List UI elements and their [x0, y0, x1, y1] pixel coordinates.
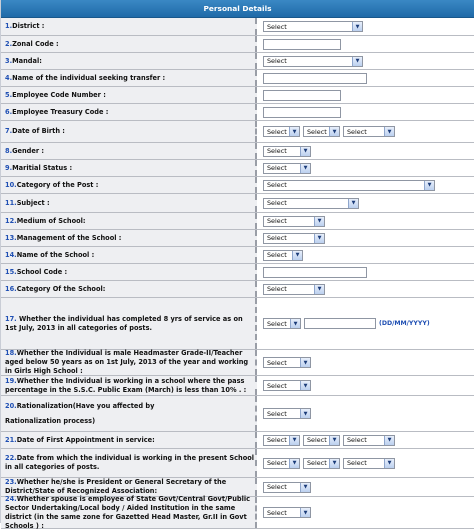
chevron-down-icon: ▼ — [300, 358, 310, 367]
category-post-label: Category of the Post : — [16, 180, 99, 189]
first-appointment-year-select[interactable]: Select ▼ — [343, 435, 395, 446]
row-male-headmaster: 18.Whether the Individual is male Headmaster Grade-II/Teacher aged below 50 years as on 1st July, 2013 of the year and working in Girls High School : Select ▼ — [1, 350, 474, 376]
row-association-office: 23.Whether he/she is President or General Secretary of the District/State of Recognized Association: Select ▼ — [1, 478, 474, 497]
school-code-input[interactable] — [263, 267, 367, 278]
row-district: 1. District : Select ▼ — [1, 18, 474, 36]
chevron-down-icon: ▼ — [289, 127, 299, 136]
employee-code-label: Employee Code Number : — [12, 90, 106, 99]
chevron-down-icon: ▼ — [352, 57, 362, 66]
date-format-hint: (DD/MM/YYYY) — [379, 320, 430, 327]
treasury-code-label: Employee Treasury Code : — [12, 107, 109, 116]
chevron-down-icon: ▼ — [348, 199, 358, 208]
row-first-appointment: 21. Date of First Appointment in service: Select ▼ Select ▼ Select ▼ — [1, 432, 474, 449]
mandal-select[interactable]: Select ▼ — [263, 56, 363, 67]
chevron-down-icon: ▼ — [314, 285, 324, 294]
chevron-down-icon: ▼ — [384, 436, 394, 445]
row-treasury-code: 6. Employee Treasury Code : — [1, 104, 474, 121]
row-mandal: 3. Mandal: Select ▼ — [1, 53, 474, 70]
school-code-label: School Code : — [16, 267, 68, 276]
chevron-down-icon: ▼ — [424, 181, 434, 190]
name-input[interactable] — [263, 73, 367, 84]
name-label: Name of the individual seeking transfer : — [12, 73, 166, 82]
present-school-label: Date from which the individual is working in the present School in all categories of posts. — [5, 454, 255, 471]
row-marital-status: 9. Maritial Status : Select ▼ — [1, 160, 474, 177]
row-rationalization: 20.Rationalization(Have you affected by Rationalization process) Select ▼ — [1, 396, 474, 432]
dob-year-select[interactable]: Select ▼ — [343, 126, 395, 137]
eight-years-date-input[interactable] — [304, 318, 376, 329]
first-appointment-month-select[interactable]: Select ▼ — [303, 435, 340, 446]
row-school-category: 16. Category Of the School: Select ▼ — [1, 281, 474, 298]
rationalization-label: Rationalization(Have you affected by — [16, 401, 155, 410]
chevron-down-icon: ▼ — [289, 459, 299, 468]
present-school-month-select[interactable]: Select ▼ — [303, 458, 340, 469]
male-headmaster-select[interactable]: Select ▼ — [263, 357, 311, 368]
present-school-year-select[interactable]: Select ▼ — [343, 458, 395, 469]
marital-status-select[interactable]: Select ▼ — [263, 163, 311, 174]
row-date-of-birth: 7. Date of Birth : Select ▼ Select ▼ Select ▼ — [1, 121, 474, 143]
dob-day-select[interactable]: Select ▼ — [263, 126, 300, 137]
row-management: 13. Management of the School : Select ▼ — [1, 230, 474, 247]
spouse-label: Whether spouse is employee of State Govt/Central Govt/Public Sector Undertaking/Local body / Aided Institution in the same district (in the same zone for Gazetted Head Master, Gr.II in Govt Schools ) : — [5, 494, 251, 530]
eight-years-label: Whether the individual has completed 8 yrs of service as on 1st July, 2013 in all categories of posts. — [5, 314, 243, 332]
rationalization-select[interactable]: Select ▼ — [263, 408, 311, 419]
employee-code-input[interactable] — [263, 90, 341, 101]
chevron-down-icon: ▼ — [314, 234, 324, 243]
zonal-code-input[interactable] — [263, 39, 341, 50]
row-name: 4. Name of the individual seeking transfer : — [1, 70, 474, 87]
association-label: Whether he/she is President or General Secretary of the District/State of Recognized Association: — [5, 478, 227, 495]
gender-label: Gender : — [12, 146, 45, 155]
pass-percentage-select[interactable]: Select ▼ — [263, 380, 311, 391]
category-post-select[interactable]: Select ▼ — [263, 180, 435, 191]
school-category-label: Category Of the School: — [16, 284, 106, 293]
chevron-down-icon: ▼ — [300, 147, 310, 156]
dob-month-select[interactable]: Select ▼ — [303, 126, 340, 137]
first-appointment-day-select[interactable]: Select ▼ — [263, 435, 300, 446]
row-medium: 12. Medium of School: Select ▼ — [1, 213, 474, 230]
first-appointment-label: Date of First Appointment in service: — [16, 435, 155, 444]
management-label: Management of the School : — [16, 233, 122, 242]
chevron-down-icon: ▼ — [300, 483, 310, 492]
dob-label: Date of Birth : — [12, 127, 65, 135]
row-subject: 11. Subject : Select ▼ — [1, 194, 474, 213]
spouse-select[interactable]: Select ▼ — [263, 507, 311, 518]
subject-select[interactable]: Select ▼ — [263, 198, 359, 209]
eight-years-select[interactable]: Select ▼ — [263, 318, 301, 329]
row-zonal-code: 2. Zonal Code : — [1, 36, 474, 53]
chevron-down-icon: ▼ — [300, 164, 310, 173]
row-present-school-date: 22.Date from which the individual is working in the present School in all categories of posts. Select ▼ Select ▼ Select ▼ — [1, 449, 474, 478]
chevron-down-icon: ▼ — [384, 127, 394, 136]
district-label: District : — [12, 22, 45, 30]
medium-select[interactable]: Select ▼ — [263, 216, 325, 227]
chevron-down-icon: ▼ — [352, 22, 362, 31]
school-name-label: Name of the School : — [16, 250, 95, 259]
row-pass-percentage: 19.Whether the Individual is working in a school where the pass percentage in the S.S.C. Public Exam (March) is less than 10% . : Select ▼ — [1, 376, 474, 396]
subject-label: Subject : — [16, 198, 50, 207]
district-select[interactable]: Select ▼ — [263, 21, 363, 32]
gender-select[interactable]: Select ▼ — [263, 146, 311, 157]
medium-label: Medium of School: — [16, 216, 86, 225]
male-headmaster-label: Whether the Individual is male Headmaster Grade-II/Teacher aged below 50 years as on 1st July, 2013 of the year and working in Girls High School : — [5, 349, 249, 375]
row-school-name: 14. Name of the School : Select ▼ — [1, 247, 474, 264]
school-name-select[interactable]: Select ▼ — [263, 250, 303, 261]
row-spouse-employee: 24.Whether spouse is employee of State Govt/Central Govt/Public Sector Undertaking/Local body / Aided Institution in the same district (in the same zone for Gazetted Head Master, Gr.II in Govt Schools ) : Select ▼ — [1, 497, 474, 529]
association-select[interactable]: Select ▼ — [263, 482, 311, 493]
zonal-code-label: Zonal Code : — [12, 39, 59, 48]
chevron-down-icon: ▼ — [329, 459, 339, 468]
chevron-down-icon: ▼ — [384, 459, 394, 468]
chevron-down-icon: ▼ — [300, 409, 310, 418]
chevron-down-icon: ▼ — [289, 436, 299, 445]
chevron-down-icon: ▼ — [292, 251, 302, 260]
marital-status-label: Maritial Status : — [12, 163, 73, 172]
present-school-day-select[interactable]: Select ▼ — [263, 458, 300, 469]
chevron-down-icon: ▼ — [329, 127, 339, 136]
treasury-code-input[interactable] — [263, 107, 341, 118]
chevron-down-icon: ▼ — [329, 436, 339, 445]
mandal-label: Mandal: — [12, 56, 42, 65]
row-eight-years-service: 17. Whether the individual has completed 8 yrs of service as on 1st July, 2013 in all categories of posts. Select ▼ (DD/MM/YYYY) — [1, 298, 474, 350]
chevron-down-icon: ▼ — [300, 508, 310, 517]
rationalization-label-line2: Rationalization process) — [5, 416, 96, 425]
row-gender: 8. Gender : Select ▼ — [1, 143, 474, 160]
form-title: Personal Details — [1, 0, 474, 18]
row-school-code: 15. School Code : — [1, 264, 474, 281]
pass-percentage-label: Whether the Individual is working in a school where the pass percentage in the S.S.C. Public Exam (March) is less than 10% . : — [5, 376, 247, 394]
chevron-down-icon: ▼ — [300, 381, 310, 390]
management-select[interactable]: Select ▼ — [263, 233, 325, 244]
row-employee-code: 5. Employee Code Number : — [1, 87, 474, 104]
chevron-down-icon: ▼ — [314, 217, 324, 226]
chevron-down-icon: ▼ — [290, 319, 300, 328]
row-category-post: 10. Category of the Post : Select ▼ — [1, 177, 474, 194]
school-category-select[interactable]: Select ▼ — [263, 284, 325, 295]
